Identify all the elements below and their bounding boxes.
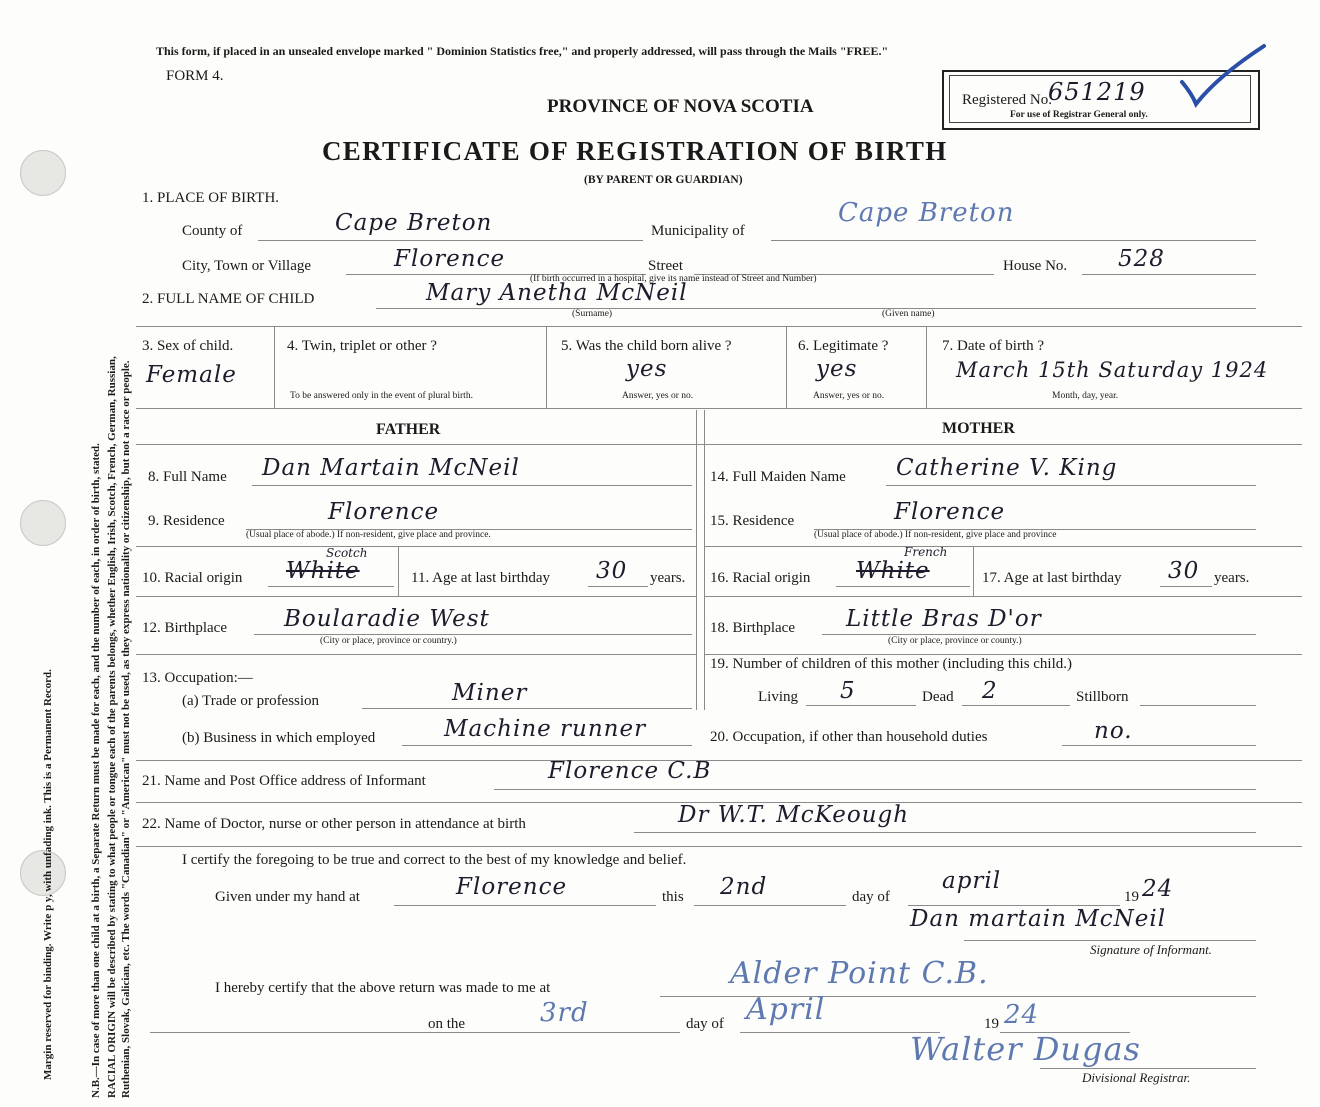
mother-residence-label: 15. Residence (710, 513, 795, 529)
registered-label: Registered No. (962, 92, 1052, 108)
municipality-label: Municipality of (651, 223, 745, 239)
father-trade-label: (a) Trade or profession (182, 693, 320, 709)
given-year: 24 (1142, 876, 1174, 902)
registrar-note: For use of Registrar General only. (1010, 110, 1148, 120)
father-occupation-label: 13. Occupation:— (142, 670, 253, 686)
father-business-label: (b) Business in which employed (182, 730, 376, 746)
informant-caption: Signature of Informant. (1090, 942, 1212, 957)
informant-label: 21. Name and Post Office address of Informant (142, 773, 426, 789)
mother-residence-value: Florence (894, 499, 1006, 525)
page-title: CERTIFICATE OF REGISTRATION OF BIRTH (322, 136, 948, 166)
binding-note: Margin reserved for binding. Write p y, with unfading ink. This is a Permanent Record. (42, 669, 54, 1080)
registrar-signature: Walter Dugas (910, 1030, 1141, 1068)
father-trade-value: Miner (452, 680, 528, 706)
father-birthplace-value: Boularadie West (284, 606, 490, 632)
racial-origin-note-2: Ruthenian, Slovak, Galician, etc. The words "Canadian" or "American" must not be used, as they express nationality or citizenship, but not a race or people. (120, 360, 132, 1098)
alive-label: 5. Was the child born alive ? (561, 338, 732, 354)
return-year: 24 (1004, 1000, 1040, 1030)
father-heading: FATHER (376, 421, 441, 438)
given-name-note: (Given name) (882, 309, 935, 319)
return-label: I hereby certify that the above return was made to me at (215, 980, 551, 996)
this-label: this (662, 889, 684, 905)
twin-note: To be answered only in the event of plural birth. (290, 391, 473, 401)
father-residence-value: Florence (328, 499, 440, 525)
registrar-caption: Divisional Registrar. (1082, 1070, 1191, 1085)
form-number: FORM 4. (166, 68, 224, 84)
father-name-label: 8. Full Name (148, 469, 227, 485)
checkmark-icon (1178, 42, 1268, 108)
father-name-value: Dan Martain McNeil (262, 455, 520, 481)
sex-label: 3. Sex of child. (142, 338, 234, 354)
mother-birthplace-label: 18. Birthplace (710, 620, 795, 636)
hospital-note: (If birth occurred in a hospital, give its name instead of Street and Number) (530, 274, 817, 284)
twin-label: 4. Twin, triplet or other ? (287, 338, 437, 354)
given-year-prefix: 19 (1124, 889, 1139, 905)
mother-racial-label: 16. Racial origin (710, 570, 811, 586)
given-day: 2nd (720, 874, 768, 900)
racial-origin-note: RACIAL ORIGIN will be described by stating to what people or tongue each of the parents belongs, whether English, Irish, Scotch, French, German, Russian, (106, 356, 118, 1098)
county-value: Cape Breton (335, 210, 493, 236)
alive-value: yes (626, 356, 668, 382)
given-label: Given under my hand at (215, 889, 360, 905)
surname-note: (Surname) (572, 309, 613, 319)
mother-name-value: Catherine V. King (896, 455, 1118, 481)
nb-note: N.B.—In case of more than one child at a birth, a Separate Return must be made for each, and the number of each, in order of birth, stated. (90, 443, 102, 1098)
mother-age-value: 30 (1168, 558, 1200, 584)
given-place: Florence (456, 874, 568, 900)
city-value: Florence (394, 246, 506, 272)
father-residence-label: 9. Residence (148, 513, 225, 529)
legitimate-note: Answer, yes or no. (813, 391, 885, 401)
father-age-unit: years. (650, 570, 686, 586)
house-label: House No. (1003, 258, 1068, 274)
city-label: City, Town or Village (182, 258, 312, 274)
given-month: april (942, 868, 1002, 894)
punch-hole (20, 150, 66, 196)
mother-birthplace-note: (City or place, province or county.) (888, 636, 1022, 646)
return-place: Alder Point C.B. (730, 956, 989, 991)
mail-notice: This form, if placed in an unsealed envelope marked " Dominion Statistics free," and properly addressed, will pass through the Mails "FREE." (156, 44, 889, 58)
mother-racial-value: White (856, 558, 930, 584)
father-business-value: Machine runner (444, 716, 647, 742)
mother-heading: MOTHER (942, 420, 1015, 437)
on-the-label: on the (428, 1016, 466, 1032)
doctor-label: 22. Name of Doctor, nurse or other person in attendance at birth (142, 816, 526, 832)
day-of-label: day of (852, 889, 890, 905)
mother-age-label: 17. Age at last birthday (982, 570, 1122, 586)
certify-statement: I certify the foregoing to be true and correct to the best of my knowledge and belief. (182, 852, 687, 868)
mother-occupation-value: no. (1094, 718, 1133, 744)
stillborn-label: Stillborn (1076, 689, 1129, 705)
return-month: April (746, 992, 826, 1027)
margin-notes (0, 0, 132, 1107)
mother-residence-note: (Usual place of abode.) If non-resident, give place and province (814, 530, 1057, 540)
dead-label: Dead (922, 689, 954, 705)
informant-value: Florence C.B (548, 758, 712, 784)
dob-label: 7. Date of birth ? (942, 338, 1045, 354)
province-heading: PROVINCE OF NOVA SCOTIA (547, 96, 814, 117)
father-racial-label: 10. Racial origin (142, 570, 243, 586)
child-name-label: 2. FULL NAME OF CHILD (142, 291, 315, 307)
return-year-prefix: 19 (984, 1016, 999, 1032)
house-value: 528 (1118, 246, 1165, 272)
registered-number: 651219 (1048, 78, 1146, 106)
father-age-label: 11. Age at last birthday (411, 570, 550, 586)
place-heading: 1. PLACE OF BIRTH. (142, 190, 280, 206)
mother-children-label: 19. Number of children of this mother (including this child.) (710, 656, 1073, 672)
mother-name-label: 14. Full Maiden Name (710, 469, 846, 485)
legitimate-label: 6. Legitimate ? (798, 338, 889, 354)
doctor-value: Dr W.T. McKeough (678, 802, 910, 828)
father-age-value: 30 (596, 558, 628, 584)
mother-age-unit: years. (1214, 570, 1250, 586)
legitimate-value: yes (816, 356, 858, 382)
mother-racial-correction: French (904, 545, 948, 559)
child-name-value: Mary Anetha McNeil (426, 280, 688, 306)
alive-note: Answer, yes or no. (622, 391, 694, 401)
county-label: County of (182, 223, 243, 239)
street-label: Street (648, 258, 683, 274)
living-label: Living (758, 689, 798, 705)
father-racial-value: White (286, 558, 360, 584)
dead-value: 2 (982, 678, 998, 704)
punch-hole (20, 500, 66, 546)
return-day-of-label: day of (686, 1016, 724, 1032)
father-racial-correction: Scotch (326, 546, 368, 560)
mother-occupation-label: 20. Occupation, if other than household duties (710, 729, 988, 745)
sex-value: Female (146, 362, 237, 388)
mother-birthplace-value: Little Bras D'or (846, 606, 1042, 632)
father-residence-note: (Usual place of abode.) If non-resident, give place and province. (246, 530, 491, 540)
page-subtitle: (BY PARENT OR GUARDIAN) (584, 174, 743, 186)
municipality-value: Cape Breton (838, 198, 1015, 228)
dob-note: Month, day, year. (1052, 391, 1119, 401)
father-birthplace-note: (City or place, province or country.) (320, 636, 457, 646)
dob-value: March 15th Saturday 1924 (956, 358, 1269, 382)
informant-signature: Dan martain McNeil (910, 906, 1167, 932)
father-birthplace-label: 12. Birthplace (142, 620, 227, 636)
return-day: 3rd (540, 998, 589, 1028)
living-value: 5 (840, 678, 856, 704)
